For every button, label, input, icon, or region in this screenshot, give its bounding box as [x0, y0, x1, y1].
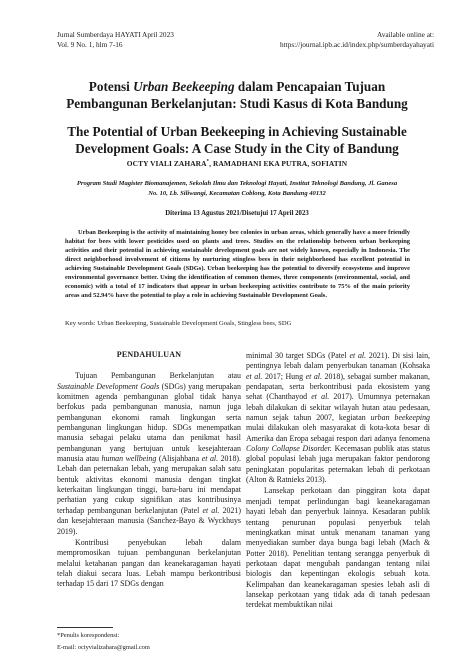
title-id-part: Potensi — [88, 79, 134, 94]
corresponding-mark: * — [206, 159, 210, 165]
title-id-line2: Pembangunan Berkelanjutan: Studi Kasus di Kota Bandung — [66, 95, 408, 111]
title-indonesian — [40, 79, 434, 112]
title-english — [40, 124, 434, 157]
body-paragraph: Tujuan Pembangunan Berkelanjutan atau Sustainable Development Goals (SDGs) yang merupakan komitmen agenda pembangunan global tidak hanya berfokus pada pembangunan manusia, namun juga pembangunan ekonomi ramah lingkungan serta pembangunan lingkungan hidup. SDGs menempatkan manusia sebagai pelaku utama dan penikmat hasil pembangunan yang bertujuan untuk kesejahteraan manusia atau human wellbeing (Alisjahbana et al. 2018). Lebah dan peternakan lebah, yang merupakan salah satu bentuk aktivitas ekonomi manusia dengan tingkat keterkaitan lingkungan tinggi, baru-baru ini mendapat perhatian yang cukup signifikan atas kontribusinya terhadap pembangunan berkelanjutan (Patel et al. 2021) dan kesejahteraan manusia (Sanchez-Bayo & Wyckhuys 2019). — [57, 371, 242, 536]
journal-name: Jurnal Sumberdaya HAYATI April 2023 — [57, 30, 174, 39]
author-list — [40, 159, 434, 168]
title-en-line1: The Potential of Urban Beekeeping in Achieving Sustainable — [67, 124, 407, 139]
journal-header — [57, 30, 174, 50]
section-heading: PENDAHULUAN — [116, 350, 182, 359]
journal-url-link[interactable]: https://journal.ipb.ac.id/index.php/sumberdayahayati — [279, 40, 434, 49]
author-first: OCTY VIALI ZAHARA — [126, 159, 207, 168]
title-id-part: dalam Pencapaian Tujuan — [234, 79, 386, 94]
footnote-label: *Penulis korespondensi: — [57, 632, 120, 639]
journal-volume: Vol. 9 No. 1, hlm 7-16 — [57, 40, 123, 49]
body-paragraph: minimal 30 target SDGs (Patel et al. 2021). Di sisi lain, pentingnya lebah dalam penyerbukan tanaman (Kohsaka et al. 2017; Hung et al. 2018), sebagai sumber makanan, pendapatan, serta berkontribusi pada ekosistem yang sehat (Chanthayod et al. 2017). Umumnya peternakan lebah dilakukan di sekitar wilayah hutan atau pedesaan, namun sejak tahun 2007, kegiatan urban beekeeping mulai dilakukan oleh masyarakat di kota-kota besar di Amerika dan Eropa sebagai respon dari adanya fenomena Colony Collapse Disorder. Kecemasan publik atas status global populasi lebah juga merupakan faktor pendorong peningkatan popularitas peternakan lebah di perkotaan (Alton & Ratnieks 2013). — [246, 351, 431, 485]
footnote-email[interactable]: E-mail: octyvializahara@gmail.com — [57, 644, 150, 651]
availability-header — [280, 30, 434, 50]
title-id-italic: Urban Beekeeping — [133, 79, 235, 94]
keywords: Key words: Urban Beekeeping, Sustainable Development Goals, Stingless bees, SDG — [65, 320, 292, 327]
body-column-left — [57, 350, 241, 591]
affiliation-line1: Program Studi Magister Biomanajemen, Sekolah Ilmu dan Teknologi Hayati, Institut Teknologi Bandung, Jl. Ganesa — [76, 180, 398, 187]
footnote-divider — [57, 627, 113, 628]
submission-dates: Diterima 13 Agustus 2021/Disetujui 17 April 2023 — [165, 210, 309, 217]
affiliation — [60, 179, 414, 199]
abstract-text: Urban Beekeeping is the activity of maintaining honey bee colonies in urban areas, which generally have a more friendly habitat for bees with lower pesticides used on plants and trees. Studies on the relationship between urban beekeeping activities and their potential in achieving sustainable development goals are not widely known, especially in Indonesia. The direct neighborhood involvement of citizens by nurturing stingless bees in their neighborhood has excellent potential in achieving Sustainable Development Goals (SDGs). Urban beekeeping has the potential to diversify ecosystems and improve environmental governance better. Using the identification of common themes, three components (environmental, social, and economic) with a total of 17 indicators that appear in urban beekeeping activities contribute to 75% of the main priority areas and 52.94% have the potential to play a role in achieving Sustainable Development Goals. — [65, 229, 410, 300]
body-column-right — [246, 351, 430, 612]
body-paragraph: Lansekap perkotaan dan pinggiran kota dapat menjadi tempat perlindungan bagi keanekaragaman hayati lebah dan penyerbuk lainnya. Kesadaran publik tentang penurunan populasi penyerbuk telah meningkatkan minat untuk menanam tanaman yang menyediakan sumber daya bunga bagi lebah (Mach & Potter 2018). Penelitian tentang serangga penyerbuk di perkotaan dapat mengubah pandangan tentang nilai biologis dan kepentingan ekologis sebuah kota. Kelimpahan dan keanekaragaman spesies lebah asli di lansekap perkotaan yang tidak ada di tanah pedesaan terdekat membuktikan nilai — [246, 486, 430, 610]
title-en-line2: Development Goals: A Case Study in the City of Bandung — [75, 140, 399, 156]
affiliation-line2: No. 10, Lb. Siliwangi, Kecamatan Coblong, Kota Bandung 40132 — [148, 190, 326, 197]
body-paragraph: Kontribusi penyebukan lebah dalam mempromosikan tujuan pembangunan berkelanjutan melalui ketahanan pangan dan keanekaragaman hayati telah diakui secara luas. Lebah mampu berkontribusi terhadap 15 dari 17 SDGs dengan — [57, 537, 241, 589]
available-online-label: Available online at: — [376, 30, 434, 39]
abstract — [65, 228, 410, 300]
author-rest: , RAMADHANI EKA PUTRA, SOFIATIN — [209, 159, 348, 168]
